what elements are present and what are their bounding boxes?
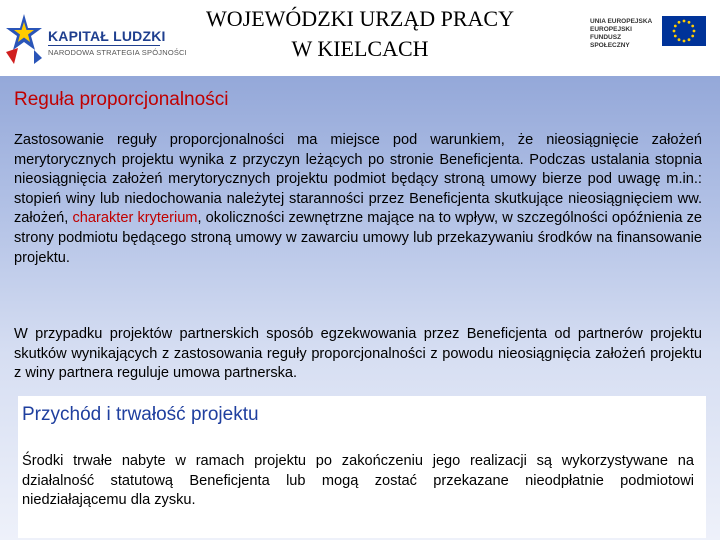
paragraph-proportionality-rule [14,131,702,268]
kapital-ludzki-logo [4,8,187,66]
office-title-line2: W KIELCACH [291,36,429,61]
logo-divider [48,45,160,46]
office-title-line1: WOJEWÓDZKI URZĄD PRACY [206,6,514,31]
section-heading-proportionality: Reguła proporcjonalności [14,89,229,110]
paragraph-text-continued: , okoliczności zewnętrzne mające na to wpływ, w szczególności opóźnienia ze strony podmiotu będącego stroną umowy w zawarciu umowy lub przekazywaniu środków na finansowanie projektu. [14,210,702,266]
kapital-ludzki-star-icon [4,8,44,66]
section-heading-income-durability: Przychód i trwałość projektu [22,404,259,425]
logo-title: KAPITAŁ LUDZKI [48,28,166,44]
highlighted-term: charakter kryterium [72,210,198,227]
paragraph-text: Zastosowanie reguły proporcjonalności ma miejsce pod warunkiem, że nieosiągnięcie założeń merytorycznych projektu wynika z przyczyn leżących po stronie Beneficjenta. Podczas ustalania stopnia nieosiągnięcia założeń merytorycznych projektu podmiot będący stroną umowy bierze pod uwagę m.in.: stopień winy lub niedochowania należytej staranności przez Beneficjenta skutkujące nieosiągnięciem ww. założeń, [14,132,702,227]
eu-text-line1: UNIA EUROPEJSKA [590,18,653,25]
paragraph-partnership-projects: W przypadku projektów partnerskich sposób egzekwowania przez Beneficjenta od partnerów projektu skutków wynikających z zastosowania reguły proporcjonalności z powodu nieosiągnięcia założeń projektu z winy partnera reguluje umowa partnerska. [14,326,702,382]
eu-flag-icon [662,16,706,46]
logo-subtitle: NARODOWA STRATEGIA SPÓJNOŚCI [48,48,187,57]
slide-content [0,76,720,540]
eu-text-line3: FUNDUSZ SPOŁECZNY [590,34,630,49]
eu-text-line2: EUROPEJSKI [590,26,632,33]
header [0,0,720,76]
office-title [160,4,560,64]
eu-logo-text [590,18,658,50]
paragraph-fixed-assets: Środki trwałe nabyte w ramach projektu po zakończeniu jego realizacji są wykorzystywane na działalność statutową Beneficjenta lub mogą zostać przekazane nieodpłatnie podmiotowi niedziałającemu dla zysku. [22,453,694,509]
eu-logo [590,16,720,52]
income-durability-box [18,396,706,538]
